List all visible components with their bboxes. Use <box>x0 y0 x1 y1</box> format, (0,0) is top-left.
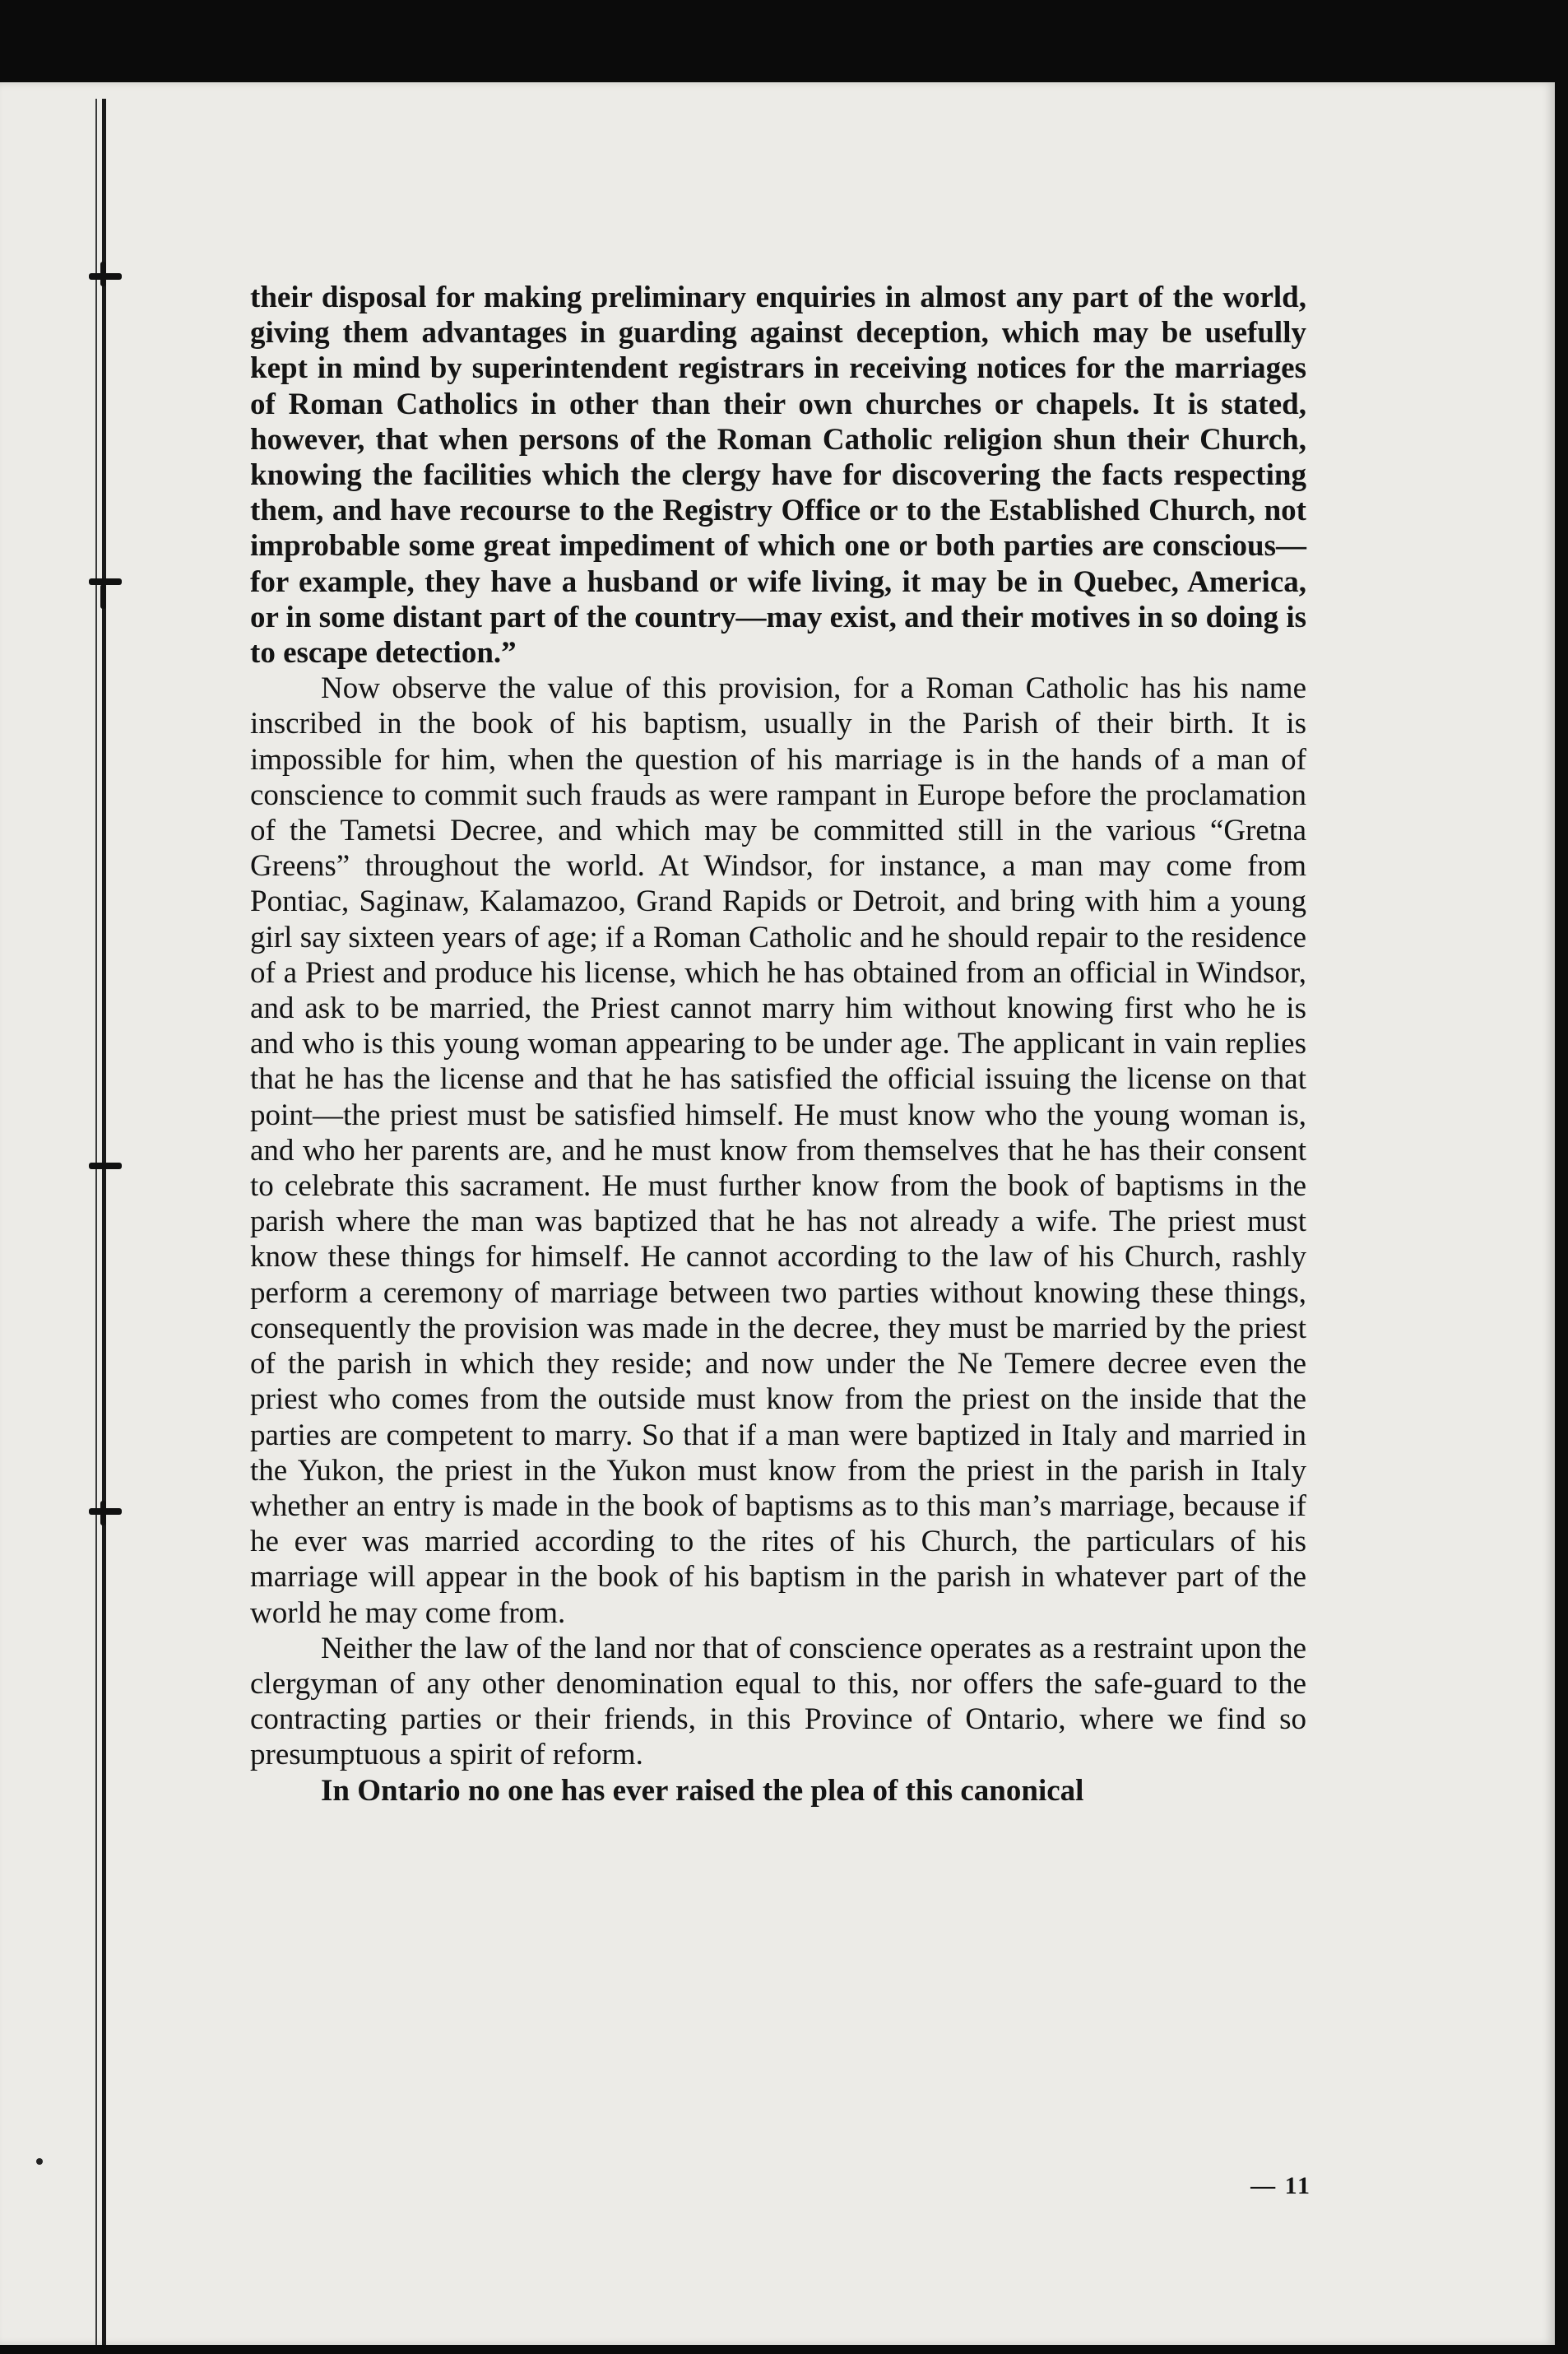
staple-mark <box>100 584 106 609</box>
staple-mark <box>89 1163 122 1169</box>
paragraph: Neither the law of the land nor that of conscience operates as a restraint upon the clergyman of any other denomination equal to this, nor offers the safe-guard to the contracting parties or their friends, in this Province of Ontario, where we find so presumptuous a spirit of reform. <box>250 1631 1306 1772</box>
staple-mark <box>100 262 106 286</box>
binding-edge-line <box>95 99 97 2345</box>
paragraph: Now observe the value of this provision, for a Roman Catholic has his name inscribed in the book of his baptism, usually in the Parish of their birth. It is impossible for him, when the question of his marriage is in the hands of a man of conscience to commit such frauds as were rampant in Europe before the proclamation of the Tametsi Decree, and which may be committed still in the various “Gretna Greens” throughout the world. At Windsor, for instance, a man may come from Pontiac, Saginaw, Kalamazoo, Grand Rapids or Detroit, and bring with him a young girl say sixteen years of age; if a Roman Catholic and he should repair to the residence of a Priest and produce his license, which he has obtained from an official in Windsor, and ask to be married, the Priest cannot marry him without knowing first who he is and who is this young woman appearing to be under age. The applicant in vain replies that he has the license and that he has satisfied the official issuing the license on that point—the priest must be satisfied himself. He must know who the young woman is, and who her parents are, and he must know from themselves that he has their consent to celebrate this sacrament. He must further know from the book of baptisms in the parish where the man was baptized that he has not already a wife. The priest must know these things for himself. He cannot according to the law of his Church, rashly perform a ceremony of marriage between two parties without knowing these things, consequently the provision was made in the decree, they must be married by the priest of the parish in which they reside; and now under the Ne Temere decree even the priest who comes from the outside must know from the priest on the inside that the parties are competent to marry. So that if a man were baptized in Italy and married in the Yukon, the priest in the Yukon must know from the priest in the parish in Italy whether an entry is made in the book of baptisms as to this man’s marriage, because if he ever was married according to the rites of his Church, the particulars of his marriage will appear in the book of his baptism in the parish in whatever part of the world he may come from. <box>250 671 1306 1630</box>
paragraph-continuation: their disposal for making preliminary enquiries in almost any part of the world, giving them advantages in guarding against deception, which may be usefully kept in mind by superintendent registrars in receiving notices for the marriages of Roman Catholics in other than their own churches or chapels. It is stated, however, that when persons of the Roman Catholic religion shun their Church, knowing the facilities which the clergy have for discovering the facts respecting them, and have recourse to the Registry Office or to the Established Church, not improbable some great impediment of which one or both parties are conscious—for example, they have a husband or wife living, it may be in Quebec, America, or in some distant part of the country—may exist, and their motives in so doing is to escape detection.” <box>250 281 1306 671</box>
body-text <box>250 280 1306 1808</box>
staple-mark <box>100 1501 106 1525</box>
paragraph-final-line: In Ontario no one has ever raised the plea of this canonical <box>321 1773 1084 1808</box>
page-number: — 11 <box>1250 2172 1311 2199</box>
paper-sheet <box>0 82 1555 2345</box>
margin-speck <box>36 2158 43 2165</box>
binding-spine <box>102 99 106 2345</box>
